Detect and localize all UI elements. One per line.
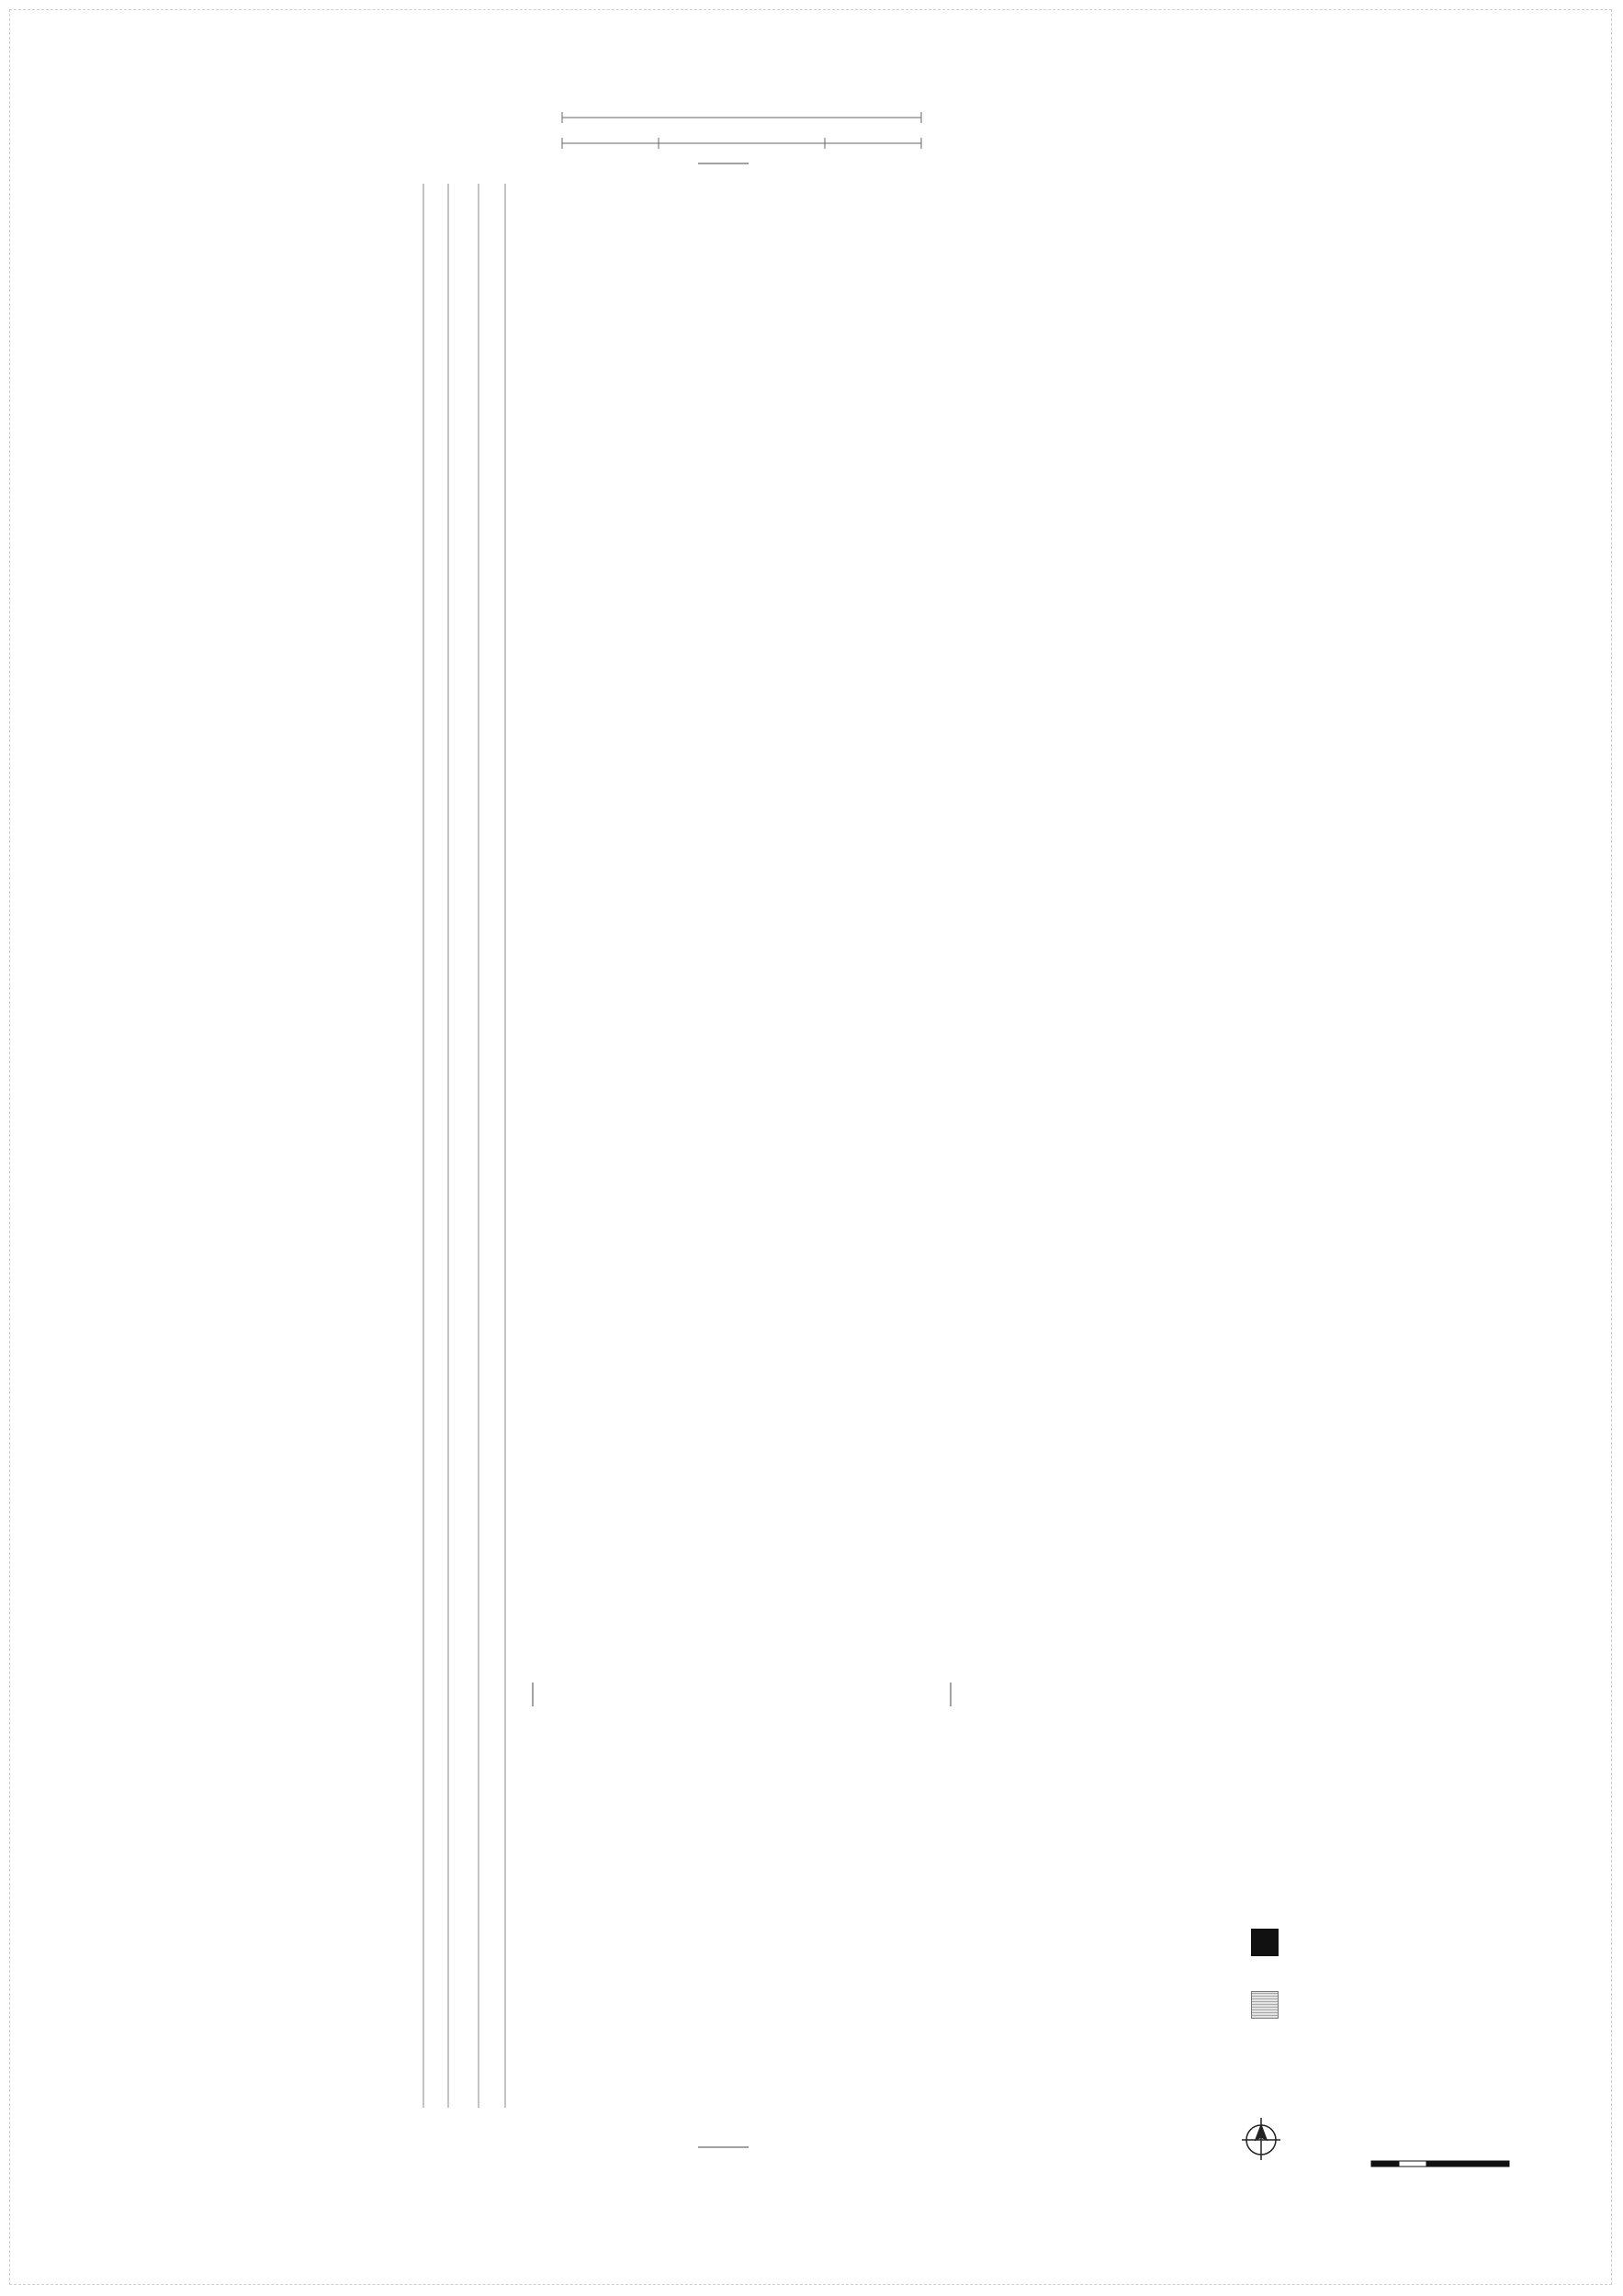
- klp-panels-swatch: [1251, 1991, 1279, 2019]
- ab-walls-swatch: [1251, 1929, 1279, 1956]
- top-dimensions: [562, 112, 921, 149]
- north-arrow-icon: [1242, 2118, 1280, 2160]
- scale-bar: [1371, 2161, 1509, 2167]
- left-dimension-lines: [423, 184, 505, 2108]
